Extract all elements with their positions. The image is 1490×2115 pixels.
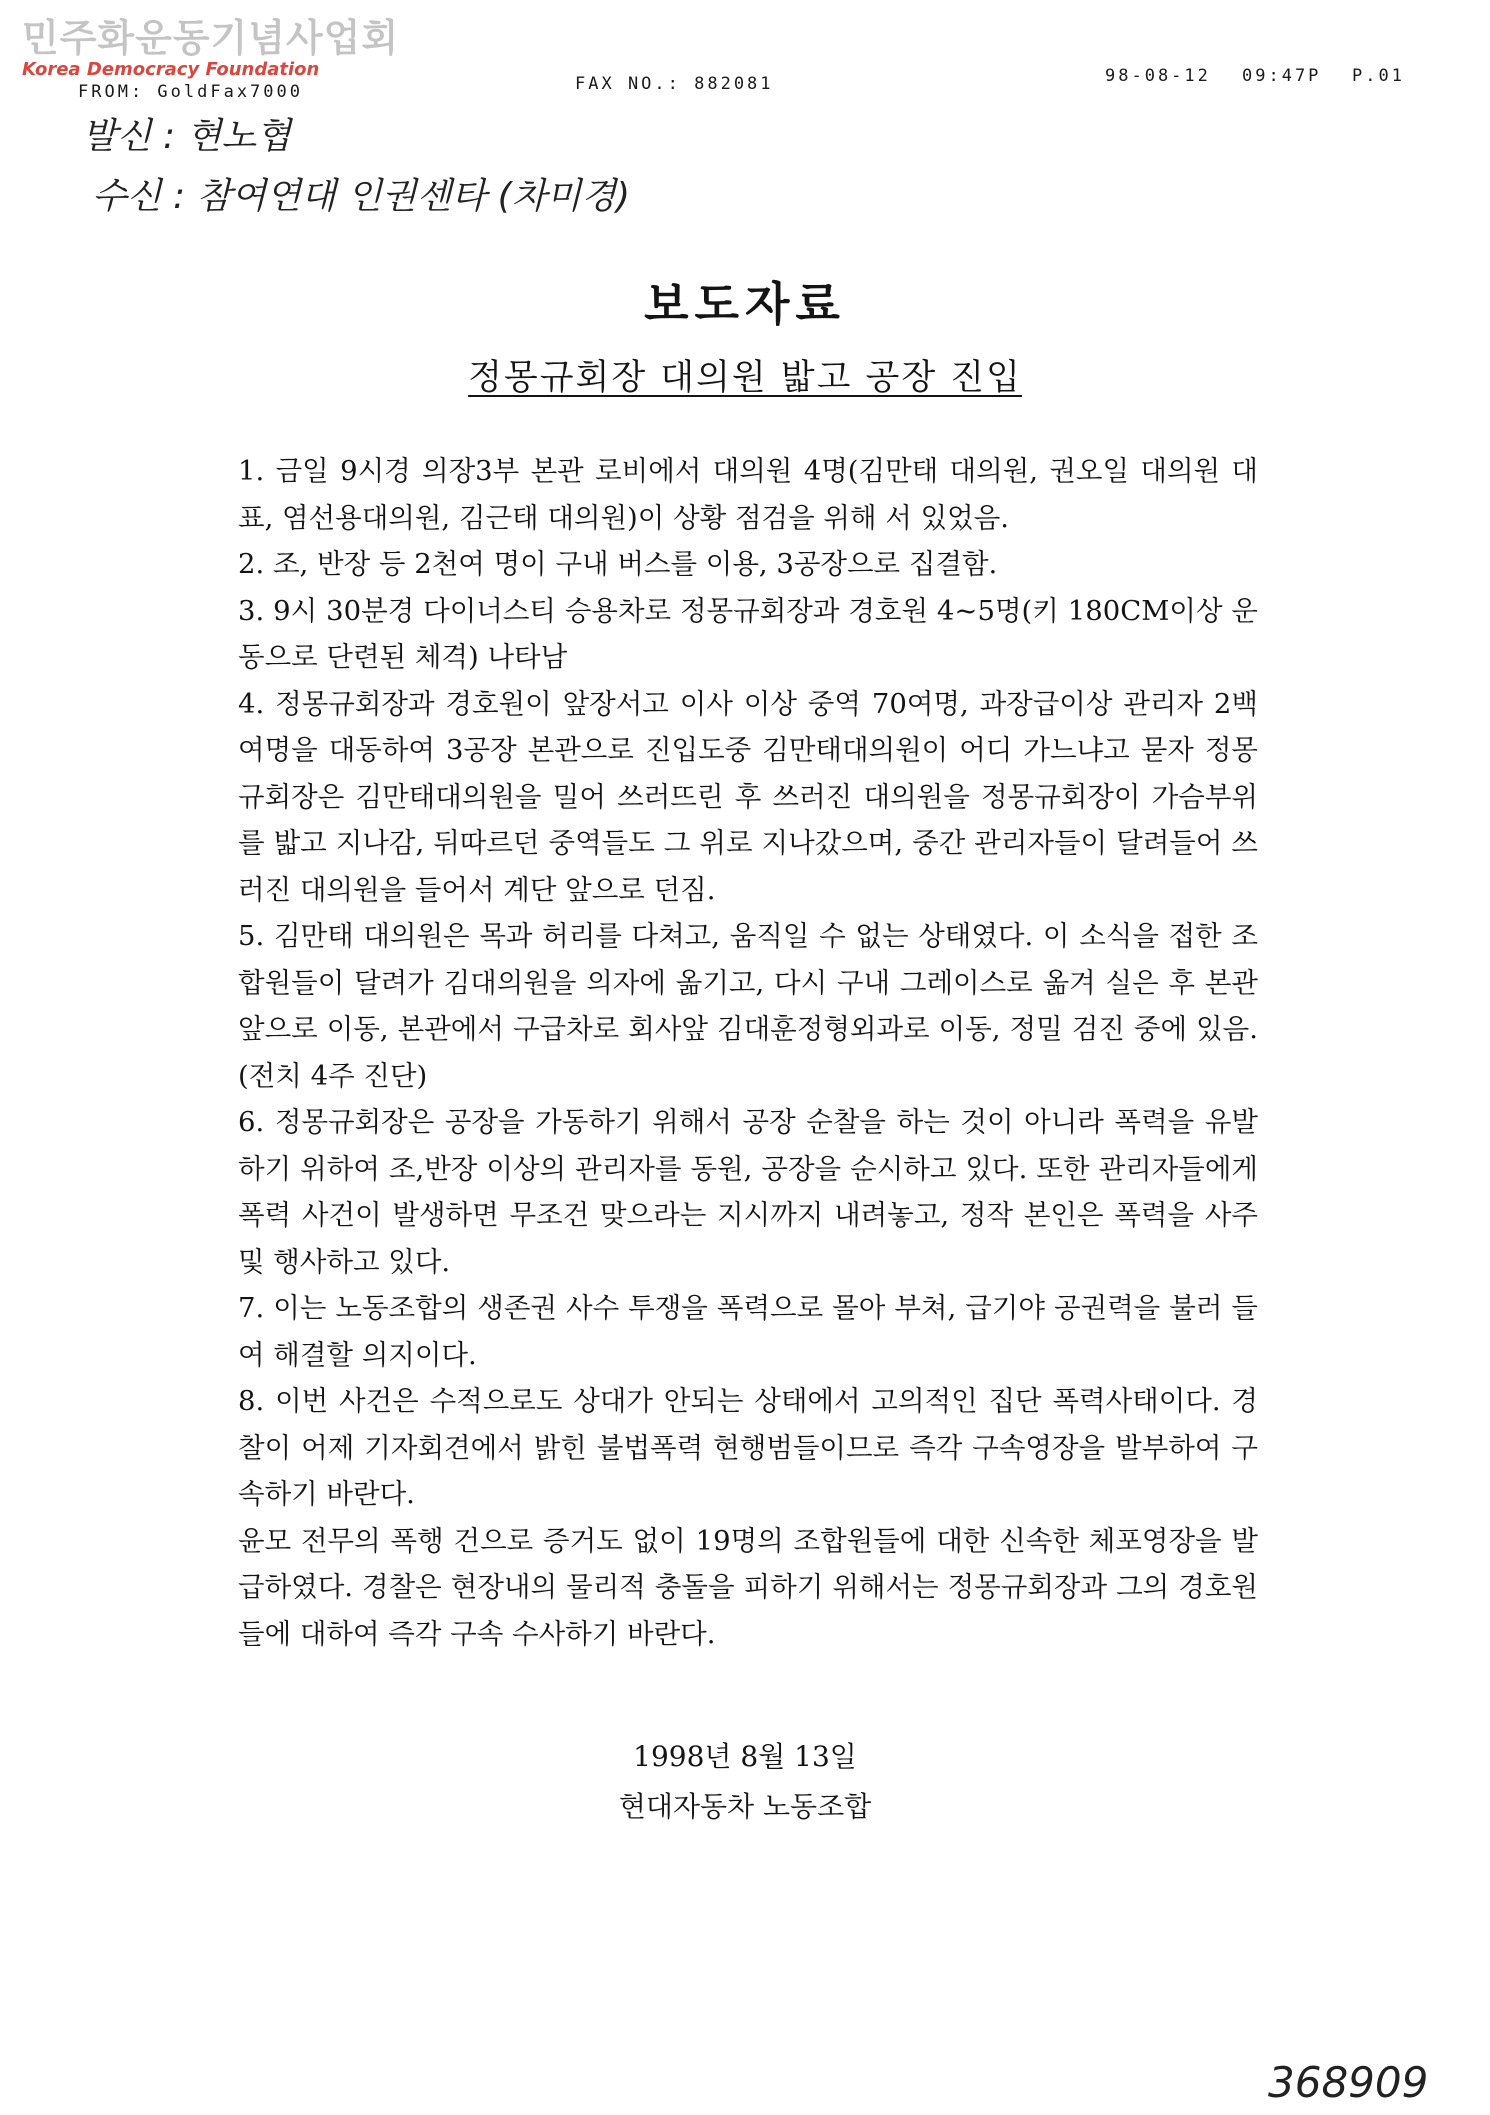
document-organization: 현대자동차 노동조합 xyxy=(618,1790,872,1823)
paragraph-2: 2. 조, 반장 등 2천여 명이 구내 버스를 이용, 3공장으로 집결함. xyxy=(238,548,998,580)
paragraph-5: 5. 김만태 대의원은 목과 허리를 다쳐고, 움직일 수 없는 상태였다. 이 소식을 접한 조합원들이 달려가 김대의원을 의자에 옮기고, 다시 구내 그레이스로 옮겨 실은 후 본관 앞으로 이동, 본관에서 구급차로 회사앞 김대훈정형외과로 이동, 정밀 검진 중에 있음.(전치 4주 진단) xyxy=(238,920,1258,1092)
handwritten-sender: 발신 : 현노협 xyxy=(82,116,291,157)
document-body xyxy=(238,448,1258,1657)
paragraph-closing: 윤모 전무의 폭행 건으로 증거도 없이 19명의 조합원들에 대한 신속한 체포영장을 발급하였다. 경찰은 현장내의 물리적 충돌을 피하기 위해서는 정몽규회장과 그의 경호원들에 대하여 즉각 구속 수사하기 바란다. xyxy=(238,1524,1258,1650)
paragraph-1: 1. 금일 9시경 의장3부 본관 로비에서 대의원 4명(김만태 대의원, 권오일 대의원 대표, 염선용대의원, 김근태 대의원)이 상황 점검을 위해 서 있었음. xyxy=(238,455,1258,534)
document-subtitle xyxy=(0,350,1490,400)
document-date: 1998년 8월 13일 xyxy=(633,1740,857,1773)
paragraph-6: 6. 정몽규회장은 공장을 가동하기 위해서 공장 순찰을 하는 것이 아니라 폭력을 유발하기 위하여 조,반장 이상의 관리자를 동원, 공장을 순시하고 있다. 또한 관리자들에게 폭력 사건이 발생하면 무조건 맞으라는 지시까지 내려놓고, 정작 본인은 폭력을 사주 및 행사하고 있다. xyxy=(238,1106,1258,1278)
document-title: 보도자료 xyxy=(644,277,846,331)
foundation-watermark xyxy=(22,16,399,80)
watermark-english: Korea Democracy Foundation xyxy=(22,59,320,80)
fax-page: P.01 xyxy=(1352,66,1405,86)
paragraph-4: 4. 정몽규회장과 경호원이 앞장서고 이사 이상 중역 70여명, 과장급이상 관리자 2백여명을 대동하여 3공장 본관으로 진입도중 김만태대의원이 어디 가느냐고 묻자 정몽규회장은 김만태대의원을 밀어 쓰러뜨린 후 쓰러진 대의원을 정몽규회장이 가슴부위를 밟고 지나감, 뒤따르던 중역들도 그 위로 지나갔으며, 중간 관리자들이 달려들어 쓰러진 대의원을 들어서 계단 앞으로 던짐. xyxy=(238,687,1258,906)
fax-number: FAX NO.: 882081 xyxy=(575,74,774,94)
paragraph-8: 8. 이번 사건은 수적으로도 상대가 안되는 상태에서 고의적인 집단 폭력사태이다. 경찰이 어제 기자회견에서 밝힌 불법폭력 현행범들이므로 즉각 구속영장을 발부하여 구속하기 바란다. xyxy=(238,1385,1258,1510)
document-number: 368909 xyxy=(1268,2058,1429,2107)
handwritten-recipient: 수신 : 참여연대 인권센타 (차미경) xyxy=(92,176,631,217)
paragraph-7: 7. 이는 노동조합의 생존권 사수 투쟁을 폭력으로 몰아 부쳐, 급기야 공권력을 불러 들여 해결할 의지이다. xyxy=(238,1292,1258,1371)
fax-time: 09:47P xyxy=(1242,66,1322,86)
fax-from: FROM: GoldFax7000 xyxy=(78,82,303,102)
watermark-korean: 민주화운동기념사업회 xyxy=(22,16,400,60)
document-subtitle-text: 정몽규회장 대의원 밟고 공장 진입 xyxy=(468,358,1022,398)
fax-date: 98-08-12 xyxy=(1105,66,1211,86)
paragraph-3: 3. 9시 30분경 다이너스티 승용차로 정몽규회장과 경호원 4~5명(키 180CM이상 운동으로 단련된 체격) 나타남 xyxy=(238,594,1258,673)
